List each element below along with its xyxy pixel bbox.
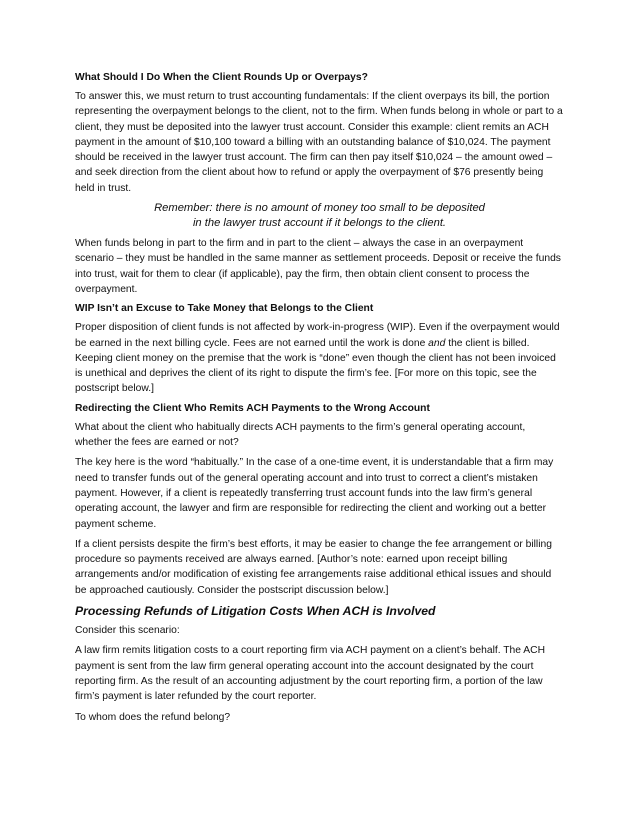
section-heading-overpays: What Should I Do When the Client Rounds Up or Overpays? (75, 72, 368, 83)
quote-line: Remember: there is no amount of money too small to be deposited (154, 202, 485, 215)
paragraph: A law firm remits litigation costs to a court reporting firm via ACH payment on a client’s behalf. The ACH payment is sent from the law firm general operating account into the account designated by the court reporting firm. As the result of an accounting adjustment by the court reporting firm, a portion of the law firm’s payment is later refunded by the court reporter. (75, 645, 546, 703)
paragraph: What about the client who habitually directs ACH payments to the firm’s general operating account, whether the fees are earned or not? (75, 421, 526, 449)
quote-line: in the lawyer trust account if it belongs to the client. (192, 217, 447, 230)
section-heading-redirecting: Redirecting the Client Who Remits ACH Payments to the Wrong Account (75, 402, 430, 414)
paragraph: To whom does the refund belong? (75, 711, 231, 723)
paragraph: Consider this scenario: (75, 625, 180, 637)
callout-quote (75, 201, 564, 231)
text-run: Proper disposition of client funds is not affected by work-in-progress (WIP). Even if the overpayment would be earned in the next billing cycle. Fees are not earned until the work is done (75, 322, 560, 349)
paragraph: The key here is the word “habitually.” In the case of a one-time event, it is understandable that a firm may need to transfer funds out of the general operating account and into trust to correct a client’s mistaken payment. However, if a client is repeatedly transferring trust account funds into the law firm’s general operating account, the lawyer and firm are responsible for redirecting the client and working out a better payment scheme. (75, 457, 554, 530)
section-heading-refunds: Processing Refunds of Litigation Costs When ACH is Involved (75, 604, 436, 619)
text-run: the client is billed. Keeping client money on the premise that the work is “done” even though the client has not been invoiced is unethical and deprives the client of its right to dispute the firm’s fee. [For more on this topic, see the postscript below.] (75, 337, 556, 395)
section-heading-wip: WIP Isn’t an Excuse to Take Money that Belongs to the Client (75, 303, 374, 315)
paragraph: If a client persists despite the firm’s best efforts, it may be easier to change the fee arrangement or billing procedure so payments received are always earned. [Author’s note: earned upon receipt billing arrangements and/or modification of existing fee arrangements raise additional ethical issues and should be approached cautiously. Consider the postscript discussion below.] (75, 538, 552, 596)
paragraph: When funds belong in part to the firm and in part to the client – always the case in an overpayment scenario – they must be handled in the same manner as settlement proceeds. Deposit or receive the funds into trust, wait for them to clear (if applicable), pay the firm, then obtain client consent to process the overpayment. (75, 238, 561, 295)
paragraph: To answer this, we must return to trust accounting fundamentals: If the client overpays its bill, the portion representing the overpayment belongs to the client, not to the firm. When funds belong in whole or part to a client, they must be deposited into the lawyer trust account. Consider this example: client remits an ACH payment in the amount of $10,100 toward a billing with an outstanding balance of $10,024. The payment should be received in the lawyer trust account. The firm can then pay itself $10,024 – the amount owed – and seek direction from the client about how to refund or apply the overpayment of $76 presently being held in trust. (75, 91, 563, 194)
paragraph (75, 320, 564, 396)
emphasis-text: and (428, 337, 446, 349)
